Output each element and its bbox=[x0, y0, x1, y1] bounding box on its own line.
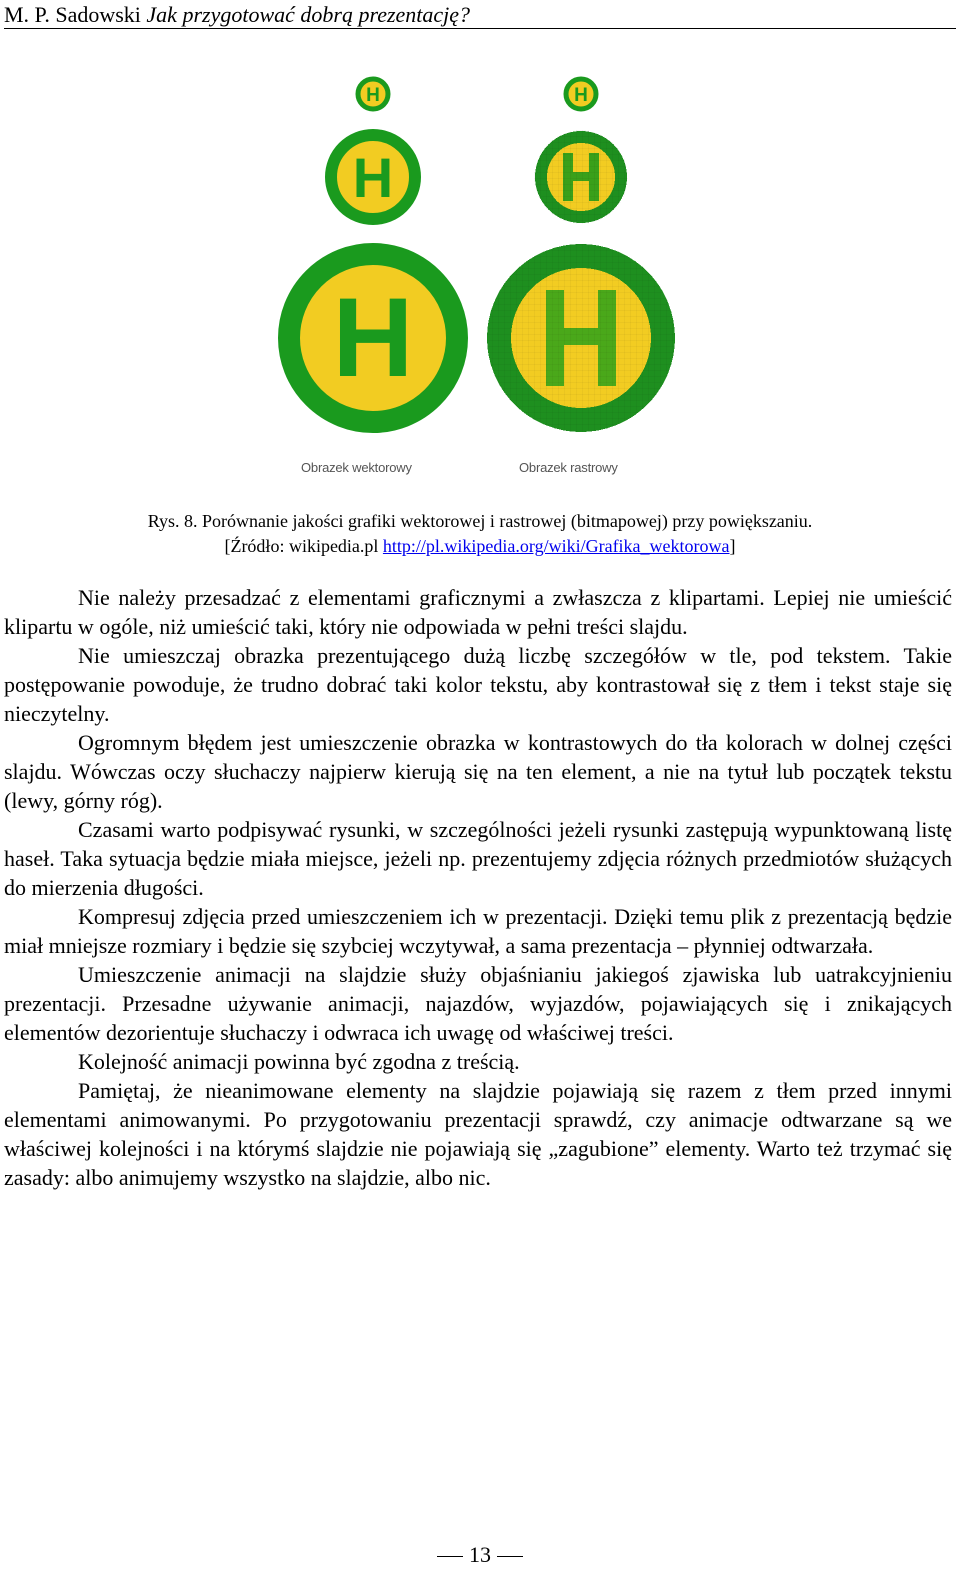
page-header bbox=[4, 2, 956, 29]
vector-sign-medium bbox=[331, 135, 415, 219]
raster-sign-small bbox=[566, 79, 596, 109]
label-vector-image: Obrazek wektorowy bbox=[301, 460, 412, 475]
page-number bbox=[0, 1542, 960, 1568]
paragraph: Nie należy przesadzać z elementami graficznymi a zwłaszcza z klipartami. Lepiej nie umieścić klipartu w ogóle, niż umieścić taki, który nie odpowiada w pełni treści slajdu. bbox=[4, 585, 952, 639]
paragraph: Ogromnym błędem jest umieszczenie obrazka w kontrastowych do tła kolorach w dolnej części slajdu. Wówczas oczy słuchaczy najpierw kierują się na ten element, a nie na tytuł lub początek tekstu (lewy, górny róg). bbox=[4, 730, 952, 813]
raster-sign-large bbox=[487, 244, 675, 432]
figure-caption bbox=[0, 509, 960, 559]
header-author: M. P. Sadowski bbox=[4, 2, 147, 27]
svg-text:H: H bbox=[332, 275, 414, 400]
vector-sign-small bbox=[358, 79, 388, 109]
label-raster-image: Obrazek rastrowy bbox=[519, 460, 618, 475]
paragraph: Kompresuj zdjęcia przed umieszczeniem ich w prezentacji. Dzięki temu plik z prezentacją będzie miał mniejsze rozmiary i będzie się szybciej wczytywał, a sama prezentacja – płynniej odtwarzała. bbox=[4, 904, 952, 958]
page-number-value: 13 bbox=[469, 1542, 491, 1567]
paragraph: Umieszczenie animacji na slajdzie służy objaśnianiu jakiegoś zjawiska lub uatrakcyjnieniu prezentacji. Przesadne używanie animacji, najazdów, wyjazdów, pojawiających się i znikających elementów dezorientuje słuchaczy i odwraca ich uwagę od właściwej treści. bbox=[4, 962, 952, 1045]
raster-sign-medium bbox=[534, 130, 628, 224]
paragraph: Kolejność animacji powinna być zgodna z treścią. bbox=[78, 1049, 520, 1074]
page-number-dash-left bbox=[437, 1556, 463, 1557]
caption-line: Rys. 8. Porównanie jakości grafiki wektorowej i rastrowej (bitmapowej) przy powiększaniu. bbox=[147, 511, 813, 531]
vector-sign-large bbox=[289, 254, 457, 422]
svg-text:H: H bbox=[366, 85, 380, 106]
source-link[interactable]: http://pl.wikipedia.org/wiki/Grafika_wektorowa bbox=[382, 536, 730, 556]
body-text bbox=[4, 583, 952, 1192]
caption-source: [Źródło: wikipedia.pl http://pl.wikipedia.org/wiki/Grafika_wektorowa] bbox=[224, 536, 736, 556]
header-title: Jak przygotować dobrą prezentację? bbox=[146, 2, 471, 27]
page-number-dash-right bbox=[497, 1556, 523, 1557]
paragraph: Czasami warto podpisywać rysunki, w szczególności jeżeli rysunki zastępują wypunktowaną listę haseł. Taka sytuacja będzie miała miejsce, jeżeli np. prezentujemy zdjęcia różnych przedmiotów służących do mierzenia długości. bbox=[4, 817, 952, 900]
vector-vs-raster-figure bbox=[270, 70, 690, 490]
paragraph: Pamiętaj, że nieanimowane elementy na slajdzie pojawiają się razem z tłem przed innymi elementami animowanymi. Po przygotowaniu prezentacji sprawdź, czy animacje odtwarzane są we właściwej kolejności i na którymś slajdzie nie pojawiają się „zagubione” elementy. Warto też trzymać się zasady: albo animujemy wszystko na slajdzie, albo nic. bbox=[4, 1078, 952, 1190]
paragraph: Nie umieszczaj obrazka prezentującego dużą liczbę szczegółów w tle, pod tekstem. Takie postępowanie powoduje, że trudno dobrać taki kolor tekstu, aby kontrastował się z tłem i tekst staje się nieczytelny. bbox=[4, 643, 952, 726]
svg-text:H: H bbox=[574, 85, 588, 106]
bus-stop-h-sign-icon bbox=[270, 70, 690, 490]
svg-text:H: H bbox=[352, 146, 394, 209]
